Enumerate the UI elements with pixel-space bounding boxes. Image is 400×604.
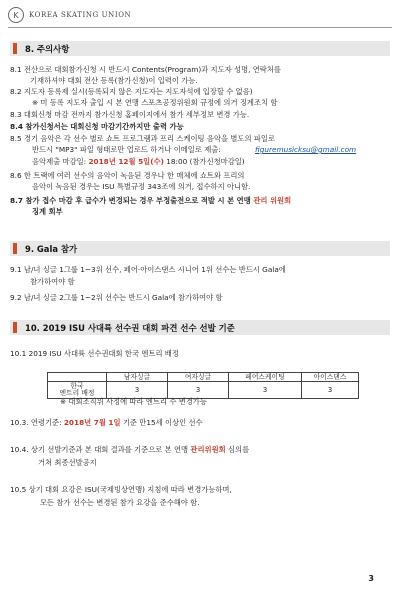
selection-10-5-line2: 모든 참가 선수는 변경된 참가 요강을 준수해야 함. [40,498,200,507]
music-deadline: 2018년 12월 5일(수) [88,157,164,166]
entry-change-note: ※ 대회조직위 사정에 따라 엔트리 수 변경가능 [60,397,207,406]
selection-10-5-line1: 10.5 상기 대회 요강은 ISU(국제빙상연맹) 지침에 따라 변경가능하며, [10,485,232,494]
page-number: 3 [368,574,374,583]
note-8-3: 8.3 대회신청 마감 전까지 참가신청 홈페이지에서 참가 세부정보 변경 가능. [10,110,250,119]
note-8-6-line1: 8.6 한 트랙에 여러 선수의 음악이 녹음된 경우나 한 매체에 쇼트와 프리의 [10,171,245,180]
note-8-6-line2: 음악이 녹음된 경우는 ISU 특별규정 343조에 의거, 접수하지 아니함. [32,182,251,191]
note-8-1-line1: 8.1 전산으로 대회참가신청 시 반드시 Contents(Program)과 지도자 성명, 연락처를 [10,65,281,74]
table-row-label: 한국 엔트리 배정 [48,382,107,399]
section-8-title: 8. 주의사항 [25,43,70,54]
gala-9-1-line1: 9.1 남/녀 싱글 1그룹 1~3위 선수, 페어·아이스댄스 시니어 1위 선수는 반드시 Gala에 [10,265,286,274]
age-cutoff-date: 2018년 7월 1일 [63,418,121,427]
section-9-title: 9. Gala 참가 [25,243,78,254]
selection-10-1: 10.1 2019 ISU 사대륙 선수권대회 한국 엔트리 배정 [10,349,179,358]
section-10-heading [10,320,390,335]
management-committee-highlight: 관리위원회 [190,445,226,454]
section-bullet-icon [13,43,17,54]
management-committee-highlight: 관리 위원회 [253,196,292,205]
section-bullet-icon [13,322,17,333]
note-8-2-line2: ※ 미 등록 지도자 출입 시 본 연맹 스포츠공정위원회 규정에 의거 징계조치 함 [32,98,278,107]
note-8-1-line2: 기재하셔야 대회 전산 등록(참가신청)이 입력이 가능. [30,76,198,85]
section-9-heading [10,241,390,256]
music-email-link[interactable]: figuremusicksu@gmail.com [255,145,357,154]
table-header-cell: 아이스댄스 [302,373,359,382]
note-8-2-line1: 8.2 지도자 등록제 실시(등록되지 않은 지도자는 지도자석에 입장할 수 없음) [10,87,253,96]
selection-10-3: 10.3. 연령기준: 2018년 7월 1일 기준 만15세 이상인 선수 [10,418,203,427]
table-header-cell: 남자싱글 [107,373,168,382]
entry-allocation-table [47,372,359,399]
selection-10-4-line1: 10.4. 상기 선발기준과 본 대회 결과를 기준으로 본 연맹 관리위원회 심의를 [10,445,250,454]
gala-9-1-line2: 참가하여야 함 [30,277,75,286]
table-cell: 3 [229,382,302,399]
table-cell: 3 [107,382,168,399]
table-header-cell: 여자싱글 [168,373,229,382]
note-8-4: 8.4 참가신청서는 대회신청 마감기간까지만 출력 가능 [10,122,184,131]
section-bullet-icon [13,243,17,254]
note-8-5-line1: 8.5 경기 음악은 각 선수 별로 쇼트 프로그램과 프리 스케이팅 음악을 별도의 파일로 [10,134,275,143]
organization-name: KOREA SKATING UNION [29,11,132,19]
note-8-5-line2: 반드시 "MP3" 파일 형태로만 업로드 하거나 이메일로 제출: [32,145,221,154]
table-header-cell: 페어스케이팅 [229,373,302,382]
document-header [8,6,131,24]
table-row [48,382,359,399]
note-8-7-line1: 8.7 참가 접수 마감 후 급수가 변경되는 경우 부정출전으로 적발 시 본 연맹 관리 위원회 [10,196,292,205]
section-8-heading [10,41,390,56]
gala-9-2: 9.2 남/녀 싱글 2그룹 1~2위 선수는 반드시 Gala에 참가하여야 함 [10,293,223,302]
note-8-7-line2: 징계 회부 [32,207,63,216]
ksu-logo-icon: K [8,7,24,23]
section-10-title: 10. 2019 ISU 사대륙 선수권 대회 파견 선수 선발 기준 [25,322,235,333]
note-8-5-line3: 음악제출 마감일: 2018년 12월 5일(수) 18:00 (참가신청마감일) [32,157,245,166]
table-cell: 3 [302,382,359,399]
table-header-cell [48,373,107,382]
table-cell: 3 [168,382,229,399]
selection-10-4-line2: 거쳐 최종선발공지 [38,458,97,467]
header-divider [8,27,392,28]
table-header-row [48,373,359,382]
